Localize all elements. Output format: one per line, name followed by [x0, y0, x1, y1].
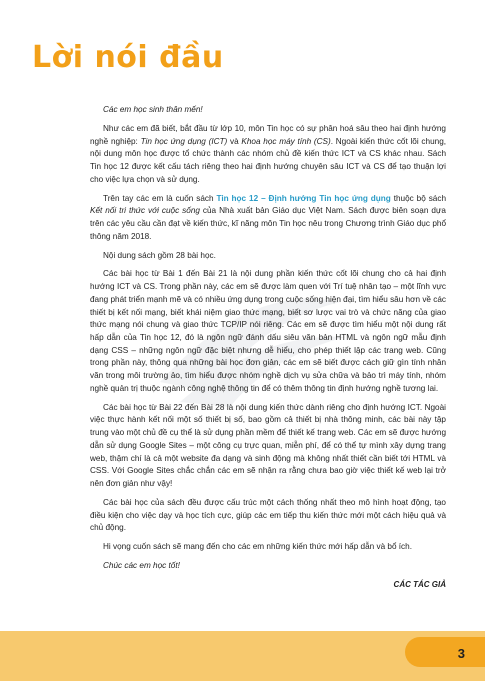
- book-series: Kết nối tri thức với cuộc sống: [90, 206, 200, 216]
- signature: CÁC TÁC GIẢ: [393, 579, 446, 589]
- paragraph-5: Các bài học từ Bài 22 đến Bài 28 là nội dung kiến thức dành riêng cho định hướng ICT. Ngoài việc thực hành kết nối một số thiết bị số, bao gồm cả thiết bị nhà thông minh, các bài này tập trung vào một chủ đề cụ thể là sử dụng phần mềm để thiết kế trang web. Các em sẽ được hướng dẫn sử dụng Google Sites – một công cụ trực quan, miễn phí, để có thể tự mình xây dựng trang web, thậm chí là cả một website đa dạng và sinh động mà không nhất thiết cần biết tới HTML và CSS. Với Google Sites chắc chắn các em sẽ nhận ra rằng chưa bao giờ việc thiết kế web lại trở nên đơn giản như vậy!: [90, 402, 446, 488]
- paragraph-2: Trên tay các em là cuốn sách Tin học 12 – Định hướng Tin học ứng dụng thuộc bộ sách Kết nối tri thức với cuộc sống của Nhà xuất bản Giáo dục Việt Nam. Sách được biên soạn dựa trên các yêu cầu cần đạt về kiến thức, kĩ năng môn Tin học nêu trong Chương trình Giáo dục phổ thông năm 2018.: [90, 193, 446, 241]
- paragraph-3: Nội dung sách gồm 28 bài học.: [103, 250, 216, 260]
- book-title: Tin học 12 – Định hướng Tin học ứng dụng: [216, 193, 391, 203]
- paragraph-1: Như các em đã biết, bắt đầu từ lớp 10, môn Tin học có sự phân hoá sâu theo hai định hướng nghề nghiệp: Tin học ứng dụng (ICT) và Khoa học máy tính (CS). Ngoài kiến thức cốt lõi chung, nội dung môn học được tổ chức thành các nhóm chủ đề kiến thức ICT và CS khác nhau. Sách Tin học 12 được kết cấu tách riêng theo hai định hướng chuyên sâu ICT và CS để tạo thuận lợi cho việc lựa chọn và sử dụng.: [90, 123, 447, 184]
- paragraph-4: Các bài học từ Bài 1 đến Bài 21 là nội dung phần kiến thức cốt lõi chung cho cả hai định hướng ICT và CS. Trong phần này, các em sẽ được làm quen với Trí tuệ nhân tạo – một lĩnh vực đang phát triển mạnh mẽ và có nhiều ứng dụng trong cuộc sống hiện đại, tìm hiểu sâu hơn về các thiết bị kết nối mạng, biết khái niệm giao thức mạng, biết sơ lược vai trò và chức năng của giao thức mạng nói chung và giao thức TCP/IP nói riêng. Các em sẽ được tìm hiểu một nội dung rất hấp dẫn của Tin học 12, đó là ngôn ngữ đánh dấu siêu văn bản HTML và ngôn ngữ mẫu định dạng CSS – những ngôn ngữ đặc biệt nhưng dễ hiểu, cho phép thiết lập các trang web. Cũng trong phần này, thông qua những bài học đơn giản, các em sẽ biết được cách giữ gìn tính nhân văn trong môi trường ảo, tìm hiểu được nhóm nghề dịch vụ sửa chữa và bảo trì máy tính, nhóm nghề quản trị thuộc ngành công nghệ thông tin để có thêm thông tin định hướng nghề tương lai.: [90, 269, 446, 393]
- paragraph-7: Hi vọng cuốn sách sẽ mang đến cho các em những kiến thức mới hấp dẫn và bổ ích.: [103, 542, 412, 552]
- preface-body: [90, 104, 446, 598]
- paragraph-6: Các bài học của sách đều được cấu trúc một cách thống nhất theo mô hình hoạt động, tạo điều kiện cho việc dạy và học tích cực, giúp các em tiếp thu kiến thức mới một cách hiệu quả và chủ động.: [90, 497, 446, 533]
- page-number: 3: [457, 646, 465, 661]
- greeting: Các em học sinh thân mến!: [103, 105, 203, 114]
- page-title: Lời nói đầu: [32, 40, 224, 75]
- closing: Chúc các em học tốt!: [103, 561, 180, 570]
- page-number-tab: [405, 637, 485, 667]
